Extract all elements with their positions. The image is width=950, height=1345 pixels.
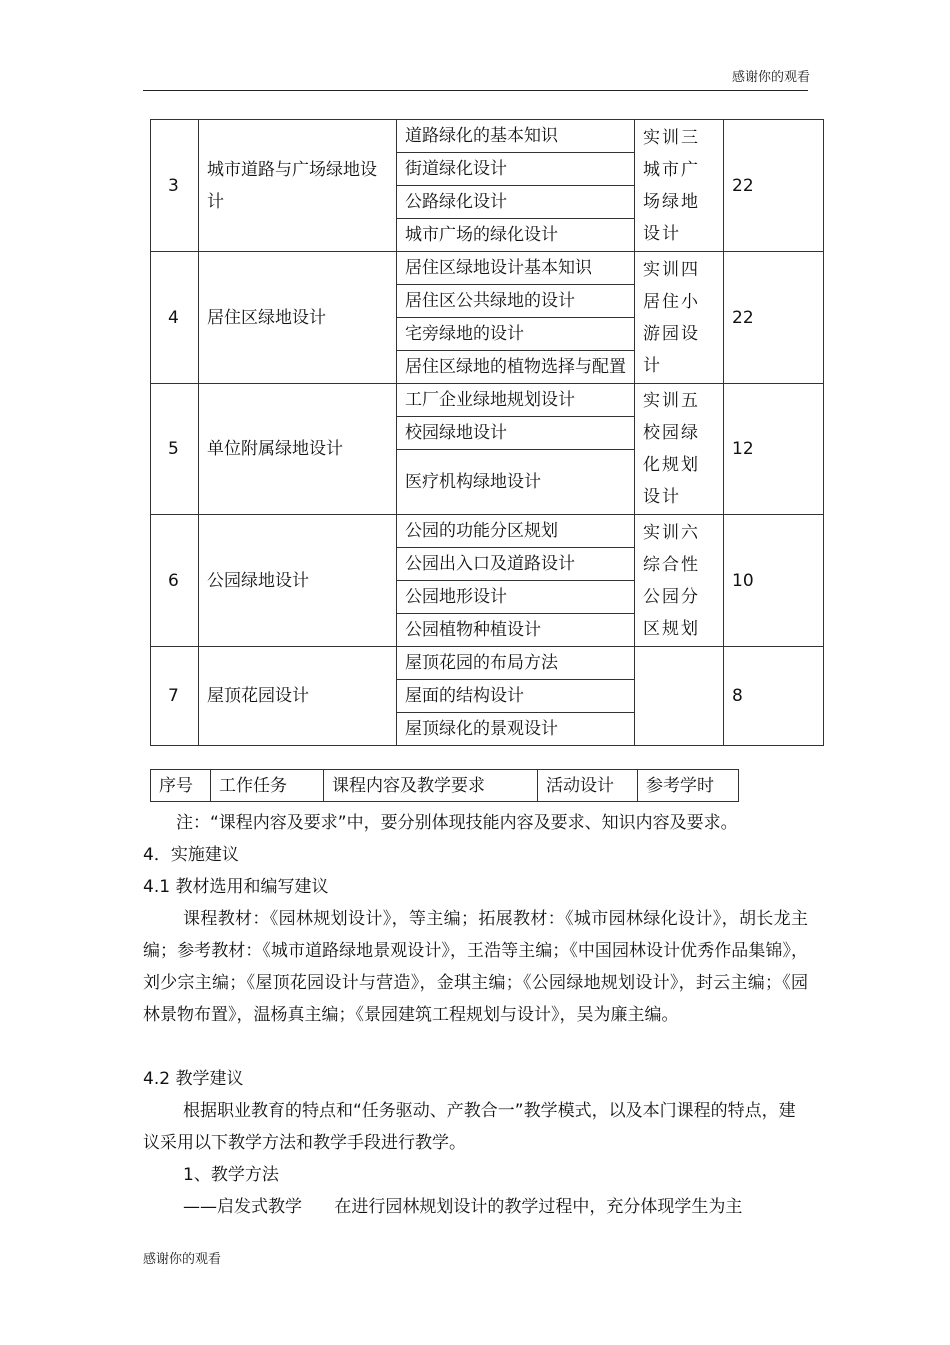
content-item: 居住区绿地的植物选择与配置 (397, 351, 635, 384)
section-heading-4-1: 4.1 教材选用和编写建议 (143, 877, 329, 897)
activity-design: 实训六综合性公园分区规划 (635, 515, 724, 647)
section-heading-4-2: 4.2 教学建议 (143, 1069, 244, 1089)
reference-hours: 22 (724, 252, 824, 384)
header-cell-hours: 参考学时 (637, 769, 739, 802)
header-cell-content: 课程内容及教学要求 (323, 769, 537, 802)
work-task: 城市道路与广场绿地设计 (199, 120, 397, 252)
row-number: 3 (151, 120, 199, 252)
reference-hours: 8 (724, 647, 824, 746)
content-item: 屋顶绿化的景观设计 (397, 713, 635, 746)
content-item: 校园绿地设计 (397, 417, 635, 450)
work-task: 居住区绿地设计 (199, 252, 397, 384)
reference-hours: 22 (724, 120, 824, 252)
content-item: 居住区绿地设计基本知识 (397, 252, 635, 285)
row-number: 5 (151, 384, 199, 515)
content-item: 居住区公共绿地的设计 (397, 285, 635, 318)
content-item: 城市广场的绿化设计 (397, 219, 635, 252)
activity-design (635, 647, 724, 746)
content-item: 公园出入口及道路设计 (397, 548, 635, 581)
content-item: 公园的功能分区规划 (397, 515, 635, 548)
page-footer-text: 感谢你的观看 (143, 1252, 222, 1267)
section-heading-4: 4．实施建议 (143, 845, 239, 865)
content-item: 公路绿化设计 (397, 186, 635, 219)
course-content-table (150, 119, 824, 746)
table-row (151, 120, 824, 153)
page-header-text: 感谢你的观看 (731, 70, 810, 85)
content-item: 道路绿化的基本知识 (397, 120, 635, 153)
reference-hours: 10 (724, 515, 824, 647)
header-divider (143, 90, 808, 91)
content-item: 医疗机构绿地设计 (397, 450, 635, 515)
content-item: 屋顶花园的布局方法 (397, 647, 635, 680)
reference-hours: 12 (724, 384, 824, 515)
content-item: 屋面的结构设计 (397, 680, 635, 713)
row-number: 6 (151, 515, 199, 647)
header-cell-task: 工作任务 (210, 769, 323, 802)
method-title: 1、教学方法 (183, 1165, 279, 1185)
activity-design: 实训五校园绿化规划设计 (635, 384, 724, 515)
content-item: 工厂企业绿地规划设计 (397, 384, 635, 417)
work-task: 公园绿地设计 (199, 515, 397, 647)
content-item: 宅旁绿地的设计 (397, 318, 635, 351)
content-item: 街道绿化设计 (397, 153, 635, 186)
row-number: 7 (151, 647, 199, 746)
content-item: 公园地形设计 (397, 581, 635, 614)
header-cell-activity: 活动设计 (537, 769, 637, 802)
textbook-paragraph: 课程教材：《园林规划设计》，等主编；拓展教材：《城市园林绿化设计》，胡长龙主编；参考教材：《城市道路绿地景观设计》，王浩等主编；《中国园林设计优秀作品集锦》，刘少宗主编；《屋顶花园设计与营造》，金琪主编；《公园绿地规划设计》，封云主编；《园林景物布置》，温杨真主编；《景园建筑工程规划与设计》，吴为廉主编。 (143, 909, 808, 1025)
activity-design: 实训四居住小游园设计 (635, 252, 724, 384)
table-row (151, 252, 824, 285)
header-cell-number: 序号 (150, 769, 210, 802)
activity-design: 实训三城市广场绿地设计 (635, 120, 724, 252)
row-number: 4 (151, 252, 199, 384)
table-note: 注：“课程内容及要求”中，要分别体现技能内容及要求、知识内容及要求。 (176, 813, 738, 833)
table-header-row (150, 769, 739, 801)
work-task: 单位附属绿地设计 (199, 384, 397, 515)
content-item: 公园植物种植设计 (397, 614, 635, 647)
teaching-paragraph: 根据职业教育的特点和“任务驱动、产教合一”教学模式，以及本门课程的特点，建议采用以下教学方法和教学手段进行教学。 (143, 1101, 796, 1153)
table-row (151, 515, 824, 548)
work-task: 屋顶花园设计 (199, 647, 397, 746)
table-row (151, 647, 824, 680)
table-row (151, 384, 824, 417)
method-line: ——启发式教学 在进行园林规划设计的教学过程中，充分体现学生为主 (183, 1197, 743, 1217)
